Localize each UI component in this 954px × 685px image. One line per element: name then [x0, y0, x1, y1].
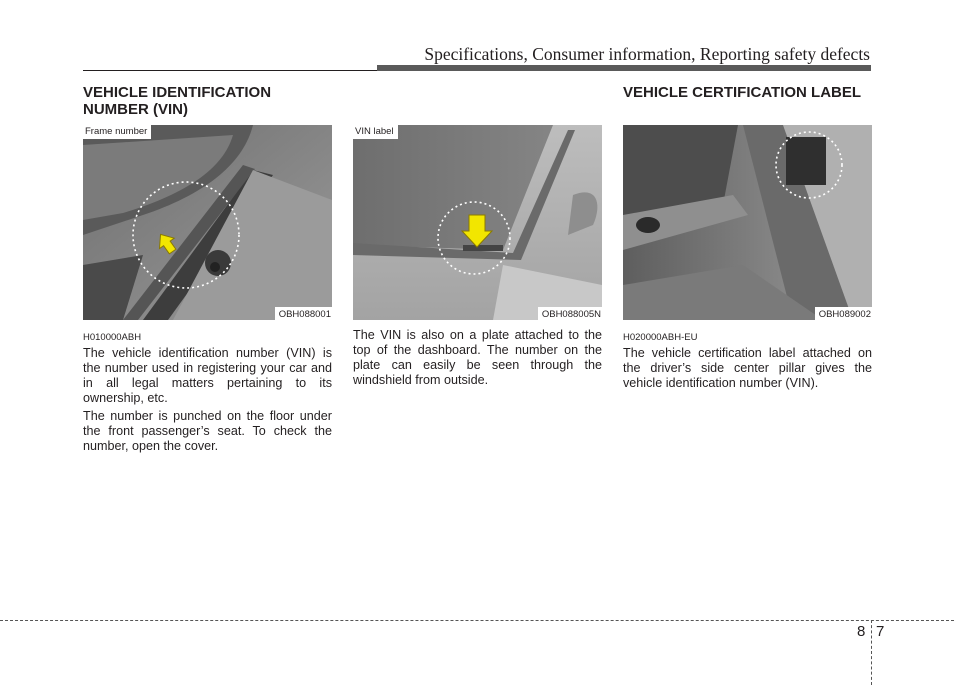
certification-heading: VEHICLE CERTIFICATION LABEL — [623, 84, 862, 101]
vin-paragraph-1: The vehicle identification number (VIN) is the number used in registering your car and in all legal matters pertaining to its ownership, etc. — [83, 346, 332, 405]
certification-paragraph: The vehicle certification label attached on the driver’s side center pillar gives the vehicle identification number (VIN). — [623, 346, 872, 390]
header-rule-thin — [83, 70, 377, 71]
figure-code: OBH089002 — [815, 307, 872, 320]
figure-code: OBH088001 — [275, 307, 332, 320]
vin-paragraph-2: The number is punched on the floor under the front passenger’s seat. To check the number, open the cover. — [83, 409, 332, 453]
page-number: 7 — [876, 623, 885, 640]
figure-code: OBH088005N — [538, 307, 602, 320]
figure-label: Frame number — [83, 125, 151, 139]
header-rule-thick — [377, 65, 871, 71]
vin-label-figure — [353, 125, 602, 320]
windshield-illustration — [353, 125, 602, 320]
seat-floor-illustration — [83, 125, 332, 320]
figure-label: VIN label — [353, 125, 398, 139]
vin-heading: VEHICLE IDENTIFICATION NUMBER (VIN) — [83, 84, 272, 118]
reference-code: H020000ABH-EU — [623, 332, 698, 343]
footer-dashed-divider — [871, 620, 872, 685]
vin-dashboard-paragraph: The VIN is also on a plate attached to the top of the dashboard. The number on the plate can easily be seen through the windshield from outside. — [353, 328, 602, 387]
footer-dashed-rule — [0, 620, 954, 621]
door-pillar-illustration — [623, 125, 872, 320]
reference-code: H010000ABH — [83, 332, 142, 343]
chapter-number: 8 — [857, 623, 866, 640]
frame-number-figure — [83, 125, 332, 320]
certification-label-figure — [623, 125, 872, 320]
running-header-title: Specifications, Consumer information, Reporting safety defects — [424, 44, 870, 64]
